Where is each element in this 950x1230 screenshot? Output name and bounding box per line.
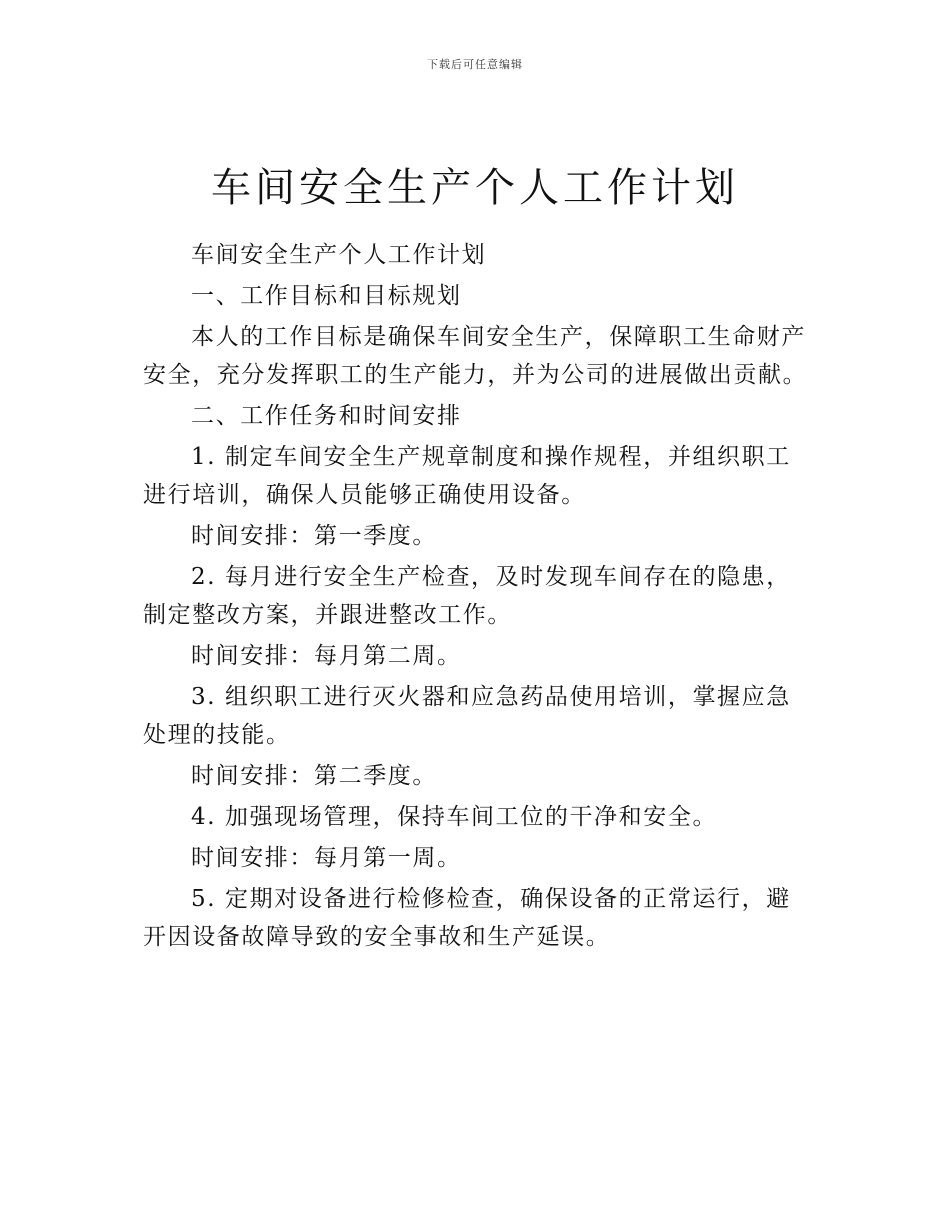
task-item-1: 1. 制定车间安全生产规章制度和操作规程，并组织职工进行培训，确保人员能够正确使用设备。 bbox=[143, 444, 791, 508]
subtitle-paragraph: 车间安全生产个人工作计划 bbox=[191, 242, 487, 268]
section-heading-goals: 一、工作目标和目标规划 bbox=[191, 283, 462, 309]
task-item-3: 3. 组织职工进行灭火器和应急药品使用培训，掌握应急处理的技能。 bbox=[143, 684, 791, 748]
document-body bbox=[143, 234, 813, 957]
task-schedule-3: 时间安排：第二季度。 bbox=[191, 763, 437, 789]
section-heading-tasks: 二、工作任务和时间安排 bbox=[191, 403, 462, 429]
task-item-2: 2. 每月进行安全生产检查，及时发现车间存在的隐患，制定整改方案，并跟进整改工作。 bbox=[143, 564, 791, 628]
task-item-5: 5. 定期对设备进行检修检查，确保设备的正常运行，避开因设备故障导致的安全事故和生产延误。 bbox=[143, 886, 791, 950]
task-schedule-1: 时间安排：第一季度。 bbox=[191, 523, 437, 549]
task-schedule-4: 时间安排：每月第一周。 bbox=[191, 845, 462, 871]
task-schedule-2: 时间安排：每月第二周。 bbox=[191, 643, 462, 669]
page-header-note: 下载后可任意编辑 bbox=[427, 58, 523, 71]
document-title: 车间安全生产个人工作计划 bbox=[211, 165, 739, 211]
goals-paragraph: 本人的工作目标是确保车间安全生产，保障职工生命财产安全，充分发挥职工的生产能力，并为公司的进展做出贡献。 bbox=[143, 324, 808, 388]
task-item-4: 4. 加强现场管理，保持车间工位的干净和安全。 bbox=[191, 804, 718, 830]
